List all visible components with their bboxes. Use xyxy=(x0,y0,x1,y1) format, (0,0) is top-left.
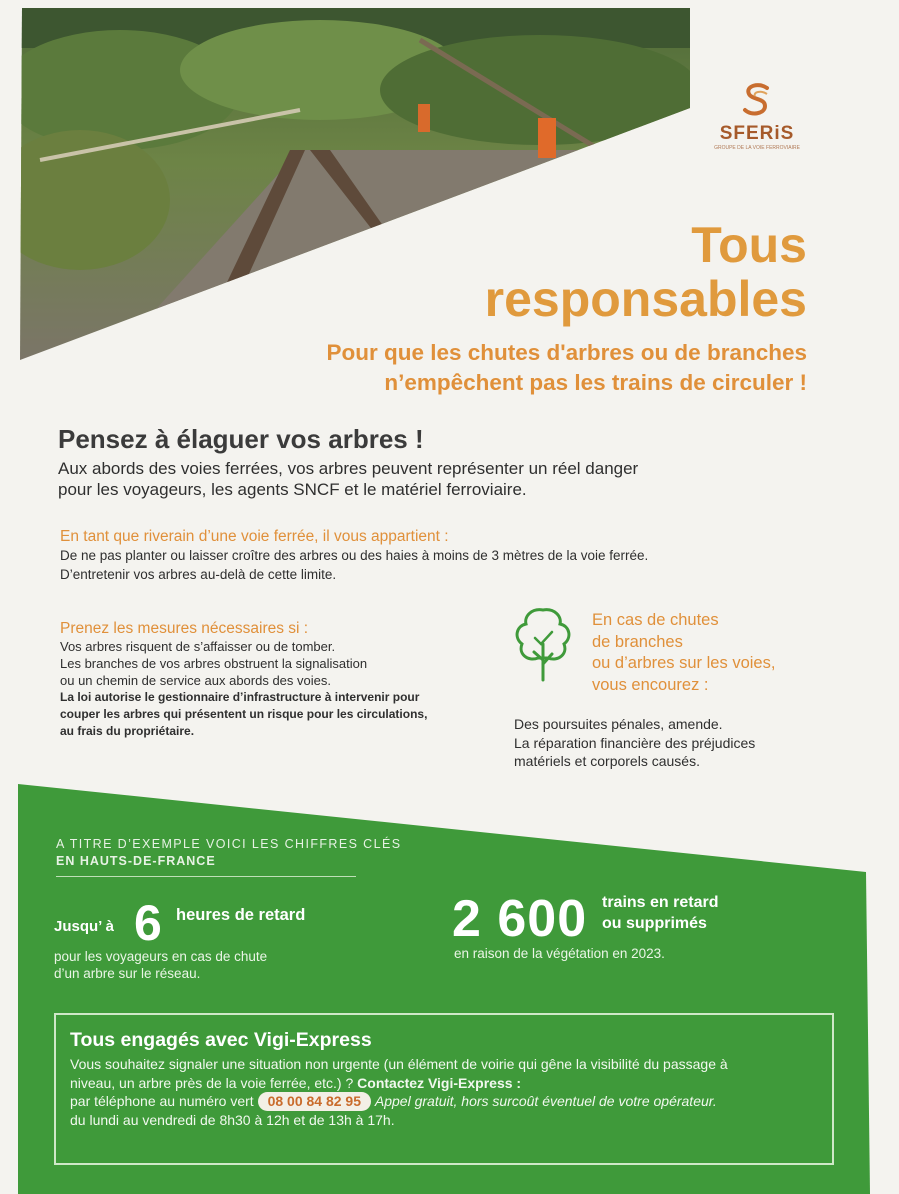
stat2-label xyxy=(602,892,718,934)
kicker-line: A TITRE D’EXEMPLE VOICI LES CHIFFRES CLÉS xyxy=(56,837,402,851)
mesures-line: ou un chemin de service aux abords des voies. xyxy=(60,673,331,688)
lead-line: Aux abords des voies ferrées, vos arbres peuvent représenter un réel danger xyxy=(58,459,639,478)
kicker-region: EN HAUTS-DE-FRANCE xyxy=(56,854,216,868)
mesures-bold-line: couper les arbres qui présentent un risque pour les circulations, xyxy=(60,707,428,721)
stat2-label-line: trains en retard xyxy=(602,894,719,911)
mesures-bold-line: La loi autorise le gestionnaire d’infrastructure à intervenir pour xyxy=(60,690,420,704)
mesures-title: Prenez les mesures nécessaires si : xyxy=(60,620,309,637)
subtitle-line: Pour que les chutes d'arbres ou de branches xyxy=(326,340,807,365)
riverain-line: De ne pas planter ou laisser croître des arbres ou des haies à moins de 3 mètres de la voie ferrée. xyxy=(60,548,649,563)
subtitle-line: n’empêchent pas les trains de circuler ! xyxy=(384,370,807,395)
encourez-line: La réparation financière des préjudices xyxy=(514,734,756,751)
section-heading: Pensez à élaguer vos arbres ! xyxy=(58,424,424,454)
mesures-line: Vos arbres risquent de s’affaisser ou de tomber. xyxy=(60,639,336,654)
vigi-phone-note: Appel gratuit, hors surcoût éventuel de votre opérateur. xyxy=(374,1093,717,1109)
vigi-phone-number[interactable]: 08 00 84 82 95 xyxy=(258,1092,371,1111)
stat1-number: 6 xyxy=(134,895,162,951)
mesures-bold-line: au frais du propriétaire. xyxy=(60,724,195,738)
logo-tagline: GROUPE DE LA VOIE FERROVIAIRE xyxy=(714,145,800,151)
riverain-line: D’entretenir vos arbres au-delà de cette limite. xyxy=(60,567,337,582)
encourez-title-line: de branches xyxy=(592,632,683,651)
vigi-hours: du lundi au vendredi de 8h30 à 12h et de 13h à 17h. xyxy=(70,1112,395,1128)
encourez-line: Des poursuites pénales, amende. xyxy=(514,716,723,732)
vigi-text-line: Vous souhaitez signaler une situation non urgente (un élément de voirie qui gêne la visibilité du passage à xyxy=(70,1056,728,1072)
mesures-line: Les branches de vos arbres obstruent la signalisation xyxy=(60,656,368,671)
kicker-divider xyxy=(56,876,356,877)
stat1-label: heures de retard xyxy=(176,906,306,924)
vigi-contact: Contactez Vigi-Express : xyxy=(357,1074,522,1091)
lead-line: pour les voyageurs, les agents SNCF et le matériel ferroviaire. xyxy=(58,480,527,499)
vigi-phone-prefix: par téléphone au numéro vert xyxy=(70,1093,254,1109)
stat2-label-line: ou supprimés xyxy=(602,915,707,932)
stat1-desc-line: pour les voyageurs en cas de chute xyxy=(54,949,268,964)
logo-name: SFERiS xyxy=(719,123,795,144)
vigi-text-line2 xyxy=(70,1074,822,1093)
stat1-prefix: Jusqu’ à xyxy=(54,918,115,935)
vigi-text-line: niveau, un arbre près de la voie ferrée, etc.) ? xyxy=(70,1074,354,1091)
encourez-line: matériels et corporels causés. xyxy=(514,753,700,769)
stat2-description: en raison de la végétation en 2023. xyxy=(454,946,665,961)
key-figures-kicker xyxy=(56,836,401,870)
stat2-number: 2 600 xyxy=(452,890,588,948)
stat1-desc-line: d’un arbre sur le réseau. xyxy=(54,966,201,981)
encourez-title-line: En cas de chutes xyxy=(592,611,719,629)
encourez-title-line: ou d’arbres sur les voies, xyxy=(592,654,776,672)
vigi-title: Tous engagés avec Vigi-Express xyxy=(70,1029,372,1051)
riverain-title: En tant que riverain d’une voie ferrée, il vous appartient : xyxy=(60,528,449,545)
stat1-description xyxy=(54,948,267,982)
title-line: responsables xyxy=(484,271,807,327)
vigi-text xyxy=(70,1055,822,1130)
encourez-title-line: vous encourez : xyxy=(592,675,709,694)
vigi-phone-line xyxy=(70,1092,822,1111)
title-line: Tous xyxy=(691,217,807,273)
